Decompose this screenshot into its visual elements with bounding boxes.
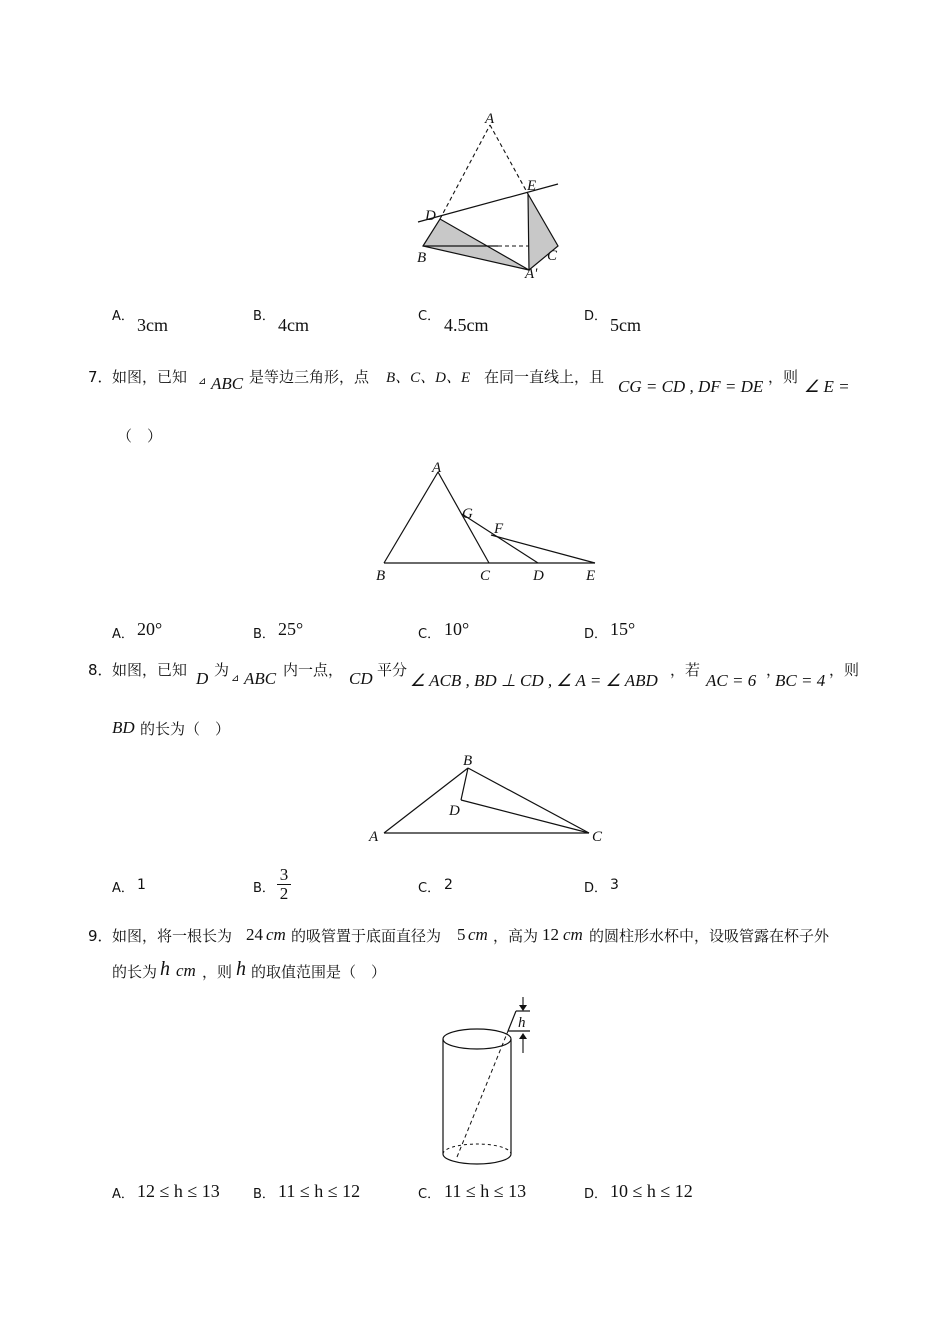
q7-option-b-value: 25°: [278, 619, 304, 639]
q8-number: 8．: [88, 661, 113, 679]
q9-u1: cm: [266, 925, 286, 944]
q9-option-b[interactable]: B．: [253, 1187, 275, 1202]
q9-option-c-value: 11 ≤ h ≤ 13: [444, 1181, 527, 1201]
q8-line2-bd: BD: [112, 718, 135, 737]
q7-tri: ⊿: [198, 376, 207, 387]
q7-figure: [370, 455, 610, 585]
q8-option-a-value: 1: [137, 877, 146, 893]
q7-abc: ABC: [211, 374, 244, 393]
q6-option-d[interactable]: D．: [584, 309, 608, 324]
q7-paren: （ ）: [117, 427, 163, 445]
q9-u2: cm: [468, 925, 488, 944]
shaded-triangle-left: [423, 219, 529, 270]
label-B: B: [417, 250, 427, 266]
q7-cond: CG = CD , DF = DE: [618, 377, 764, 396]
q6-option-b-value: 4cm: [278, 315, 309, 335]
q8-bc: BC = 4: [775, 671, 826, 690]
q8-option-a[interactable]: A．: [112, 881, 134, 896]
q9-option-a[interactable]: A．: [112, 1187, 134, 1202]
q8-line2-text: 的长为（ ）: [140, 720, 231, 738]
q8-cond: ∠ ACB , BD ⊥ CD , ∠ A = ∠ ABD: [410, 671, 658, 690]
q8-option-d[interactable]: D．: [584, 881, 608, 896]
label-C: C: [547, 248, 558, 264]
q7-option-c[interactable]: C．: [418, 627, 441, 642]
label-E: E: [586, 568, 596, 584]
q9-l2b: ，则: [202, 963, 233, 981]
q9-h: h: [160, 958, 170, 980]
q7-text1: 如图，已知: [112, 368, 188, 386]
q9-option-a-value: 12 ≤ h ≤ 13: [137, 1181, 220, 1201]
label-B: B: [376, 568, 386, 584]
q9-v2: 5: [457, 925, 466, 944]
q6-option-c[interactable]: C．: [418, 309, 441, 324]
q9-option-c[interactable]: C．: [418, 1187, 441, 1202]
q8-text4: 平分: [377, 661, 408, 679]
q8-ac: AC = 6: [706, 671, 757, 690]
q9-t4: 的圆柱形水杯中，设吸管露在杯子外: [589, 927, 830, 945]
q8-tri: ⊿: [231, 673, 240, 684]
q9-l2u: cm: [176, 961, 196, 980]
q9-t2: 的吸管置于底面直径为: [291, 927, 442, 945]
q7-text2: 是等边三角形，点: [249, 368, 370, 386]
q9-l2c: 的取值范围是（ ）: [251, 963, 387, 981]
q7-option-b[interactable]: B．: [253, 627, 275, 642]
fraction-numerator: 3: [279, 865, 289, 884]
label-C: C: [480, 568, 491, 584]
q7-text3: 在同一直线上，且: [484, 368, 605, 386]
q9-option-d-value: 10 ≤ h ≤ 12: [610, 1181, 693, 1201]
label-A: A: [485, 111, 495, 127]
q8-option-c-value: 2: [444, 877, 453, 893]
q7-text4: ，则: [768, 368, 799, 386]
q6-option-a[interactable]: A．: [112, 309, 134, 324]
q8-option-b-fraction: [277, 866, 291, 903]
label-G: G: [462, 506, 473, 522]
label-D: D: [425, 208, 436, 224]
q8-option-d-value: 3: [610, 877, 619, 893]
q8-abc: ABC: [244, 669, 277, 688]
label-D: D: [449, 803, 460, 819]
q9-h2: h: [236, 958, 246, 980]
q6-option-a-value: 3cm: [137, 315, 168, 335]
label-F: F: [494, 521, 504, 537]
q6-figure: [405, 110, 575, 285]
q6-option-b[interactable]: B．: [253, 309, 275, 324]
q7-points: B、C、D、E: [386, 370, 471, 386]
q7-option-d[interactable]: D．: [584, 627, 608, 642]
q7-ask: ∠ E =: [804, 377, 850, 396]
q9-v1: 24: [246, 925, 263, 944]
q7-option-c-value: 10°: [444, 619, 470, 639]
q9-option-b-value: 11 ≤ h ≤ 12: [278, 1181, 361, 1201]
label-E: E: [527, 178, 537, 194]
q8-comma: ，: [766, 661, 782, 679]
q9-number: 9．: [88, 927, 113, 945]
q7-option-a[interactable]: A．: [112, 627, 134, 642]
label-A-prime: A': [525, 266, 538, 282]
q8-cd: CD: [349, 669, 373, 688]
q9-t3: ，高为: [493, 927, 539, 945]
q8-text5: ，若: [670, 661, 701, 679]
label-B: B: [463, 753, 473, 769]
q8-text3: 内一点，: [283, 661, 344, 679]
q7-option-a-value: 20°: [137, 619, 163, 639]
label-A: A: [369, 829, 379, 845]
q8-text6: ，则: [829, 661, 860, 679]
q9-option-d[interactable]: D．: [584, 1187, 608, 1202]
label-C: C: [592, 829, 603, 845]
label-h: h: [518, 1015, 526, 1031]
q9-u3: cm: [563, 925, 583, 944]
q9-l2a: 的长为: [112, 963, 158, 981]
q9-v3: 12: [542, 925, 559, 944]
label-D: D: [533, 568, 544, 584]
q9-figure: [430, 995, 550, 1175]
fraction-denominator: 2: [277, 884, 291, 903]
q7-number: 7．: [88, 368, 113, 386]
q8-d: D: [196, 669, 209, 688]
q8-option-c[interactable]: C．: [418, 881, 441, 896]
q8-text1: 如图，已知: [112, 661, 188, 679]
q8-figure: [365, 748, 615, 848]
q9-t1: 如图，将一根长为: [112, 927, 233, 945]
q6-option-c-value: 4.5cm: [444, 315, 489, 335]
q7-option-d-value: 15°: [610, 619, 636, 639]
label-A: A: [432, 460, 442, 476]
q8-option-b[interactable]: B．: [253, 881, 275, 896]
q6-option-d-value: 5cm: [610, 315, 641, 335]
q8-text2: 为: [214, 661, 230, 679]
